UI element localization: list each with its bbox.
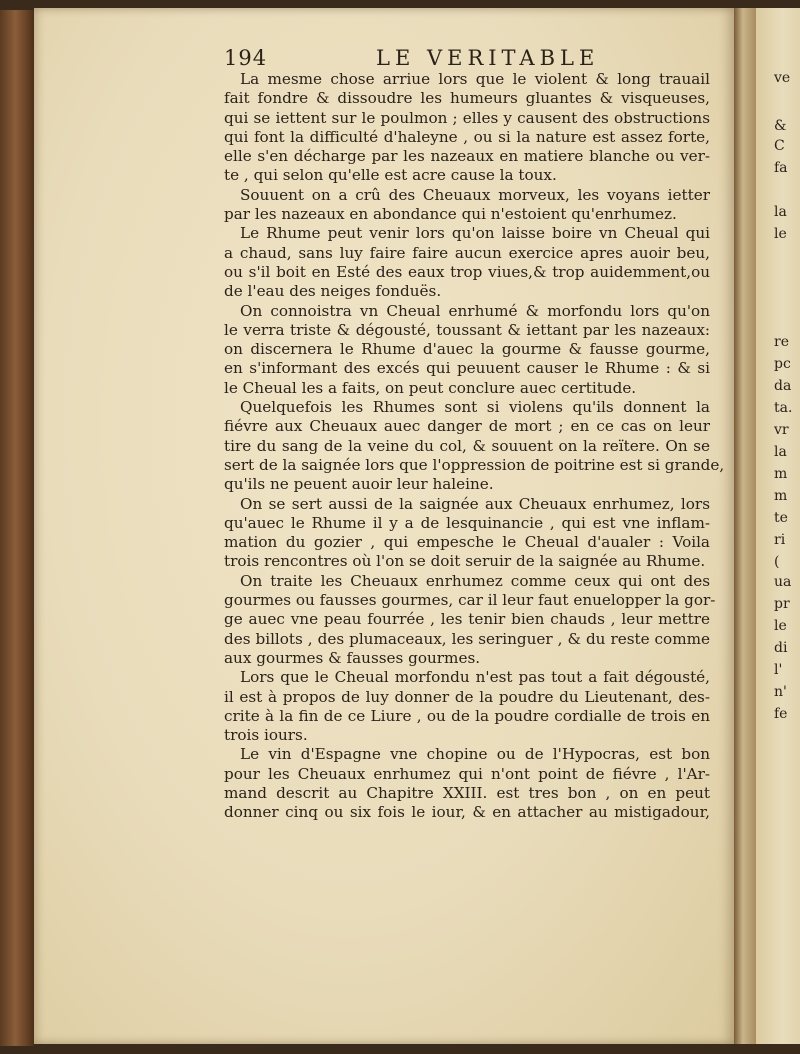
text-line: On se sert aussi de la saignée aux Cheuaux enrhumez, lors bbox=[240, 494, 710, 513]
adjacent-page-fragment: re bbox=[774, 334, 789, 350]
text-line: en s'informant des excés qui peuuent causer le Rhume : & si bbox=[224, 359, 710, 378]
adjacent-page-fragment: te bbox=[774, 510, 788, 526]
running-title: LE VERITABLE bbox=[376, 46, 600, 70]
text-line: mand descrit au Chapitre XXIII. est tres bon , on en peut bbox=[224, 783, 710, 802]
page-number: 194 bbox=[224, 46, 268, 70]
adjacent-page-fragment: pr bbox=[774, 596, 790, 612]
text-line: le verra triste & dégousté, toussant & iettant par les nazeaux: bbox=[224, 320, 710, 339]
adjacent-page-fragment: n' bbox=[774, 684, 787, 700]
text-line: On connoistra vn Cheual enrhumé & morfondu lors qu'on bbox=[240, 301, 710, 320]
text-line: fiévre aux Cheuaux auec danger de mort ; en ce cas on leur bbox=[224, 417, 710, 436]
text-line: fait fondre & dissoudre les humeurs gluantes & visqueuses, bbox=[224, 89, 710, 108]
adjacent-page-fragment: & bbox=[774, 118, 787, 134]
text-line: par les nazeaux en abondance qui n'estoient qu'enrhumez. bbox=[224, 205, 677, 224]
text-line: Lors que le Cheual morfondu n'est pas tout a fait dégousté, bbox=[240, 668, 710, 687]
body-text bbox=[224, 70, 725, 823]
text-line: Quelquefois les Rhumes sont si violens qu'ils donnent la bbox=[240, 398, 710, 417]
text-line: qui se iettent sur le poulmon ; elles y causent des obstructions bbox=[224, 108, 710, 127]
adjacent-page-fragment: la bbox=[774, 444, 787, 460]
text-line: gourmes ou fausses gourmes, car il leur faut enuelopper la gor- bbox=[224, 591, 716, 610]
text-line: On traite les Cheuaux enrhumez comme ceux qui ont des bbox=[240, 571, 710, 590]
adjacent-page-fragment: ua bbox=[774, 574, 792, 590]
adjacent-page-fragment: vr bbox=[774, 422, 789, 438]
text-line: a chaud, sans luy faire faire aucun exercice apres auoir beu, bbox=[224, 243, 710, 262]
adjacent-page-fragment: fe bbox=[774, 706, 788, 722]
text-line: ge auec vne peau fourrée , les tenir bien chauds , leur mettre bbox=[224, 610, 710, 629]
adjacent-page-fragment: le bbox=[774, 618, 787, 634]
text-line: trois rencontres où l'on se doit seruir de la saignée au Rhume. bbox=[224, 552, 706, 571]
text-line: crite à la fin de ce Liure , ou de la poudre cordialle de trois en bbox=[224, 706, 710, 725]
adjacent-page-fragment: ta. bbox=[774, 400, 793, 416]
adjacent-page-fragment: ve bbox=[774, 70, 791, 86]
adjacent-page-fragment: l' bbox=[774, 662, 783, 678]
text-line: trois iours. bbox=[224, 726, 308, 745]
text-line: des billots , des plumaceaux, les seringuer , & du reste comme bbox=[224, 629, 710, 648]
page-header bbox=[224, 46, 604, 72]
text-line: Le Rhume peut venir lors qu'on laisse boire vn Cheual qui bbox=[240, 224, 710, 243]
adjacent-page-fragment: di bbox=[774, 640, 788, 656]
text-line: tire du sang de la veine du col, & souuent on la reïtere. On se bbox=[224, 436, 710, 455]
text-line: de l'eau des neiges fonduës. bbox=[224, 282, 442, 301]
text-line: le Cheual les a faits, on peut conclure auec certitude. bbox=[224, 378, 637, 397]
text-line: mation du gozier , qui empesche le Cheual d'aualer : Voila bbox=[224, 533, 710, 552]
text-line: donner cinq ou six fois le iour, & en attacher au mistigadour, bbox=[224, 803, 710, 822]
text-line: Le vin d'Espagne vne chopine ou de l'Hypocras, est bon bbox=[240, 745, 710, 764]
text-line: Souuent on a crû des Cheuaux morveux, les voyans ietter bbox=[240, 185, 710, 204]
text-line: sert de la saignée lors que l'oppression de poitrine est si grande, bbox=[224, 455, 725, 474]
text-line: on discernera le Rhume d'auec la gourme & fausse gourme, bbox=[224, 340, 710, 359]
adjacent-page-fragment: C bbox=[774, 138, 785, 154]
text-line: te , qui selon qu'elle est acre cause la toux. bbox=[224, 166, 557, 185]
text-line: aux gourmes & fausses gourmes. bbox=[224, 648, 481, 667]
adjacent-page-fragment: pc bbox=[774, 356, 791, 372]
adjacent-page-fragment: m bbox=[774, 466, 788, 482]
book-binding bbox=[0, 10, 34, 1046]
text-line: La mesme chose arriue lors que le violent & long trauail bbox=[240, 70, 710, 88]
text-line: pour les Cheuaux enrhumez qui n'ont point de fiévre , l'Ar- bbox=[224, 764, 710, 783]
text-line: elle s'en décharge par les nazeaux en matiere blanche ou ver- bbox=[224, 147, 710, 166]
text-line: il est à propos de luy donner de la poudre du Lieutenant, des- bbox=[224, 687, 710, 706]
text-line: qu'auec le Rhume il y a de lesquinancie , qui est vne inflam- bbox=[224, 513, 710, 532]
adjacent-page-fragment: la bbox=[774, 204, 787, 220]
text-line: ou s'il boit en Esté des eaux trop viues,& trop auidemment,ou bbox=[224, 262, 710, 281]
adjacent-page-fragment: da bbox=[774, 378, 792, 394]
text-line: qu'ils ne peuent auoir leur haleine. bbox=[224, 475, 494, 494]
text-line: qui font la difficulté d'haleyne , ou si la nature est assez forte, bbox=[224, 127, 710, 146]
adjacent-page-fragment: fa bbox=[774, 160, 788, 176]
adjacent-page-fragment: le bbox=[774, 226, 787, 242]
adjacent-page-edge bbox=[756, 8, 800, 1044]
adjacent-page-fragment: ri bbox=[774, 532, 786, 548]
page-gutter bbox=[734, 8, 756, 1044]
adjacent-page-fragment: ( bbox=[774, 554, 780, 570]
adjacent-page-fragment: m bbox=[774, 488, 788, 504]
